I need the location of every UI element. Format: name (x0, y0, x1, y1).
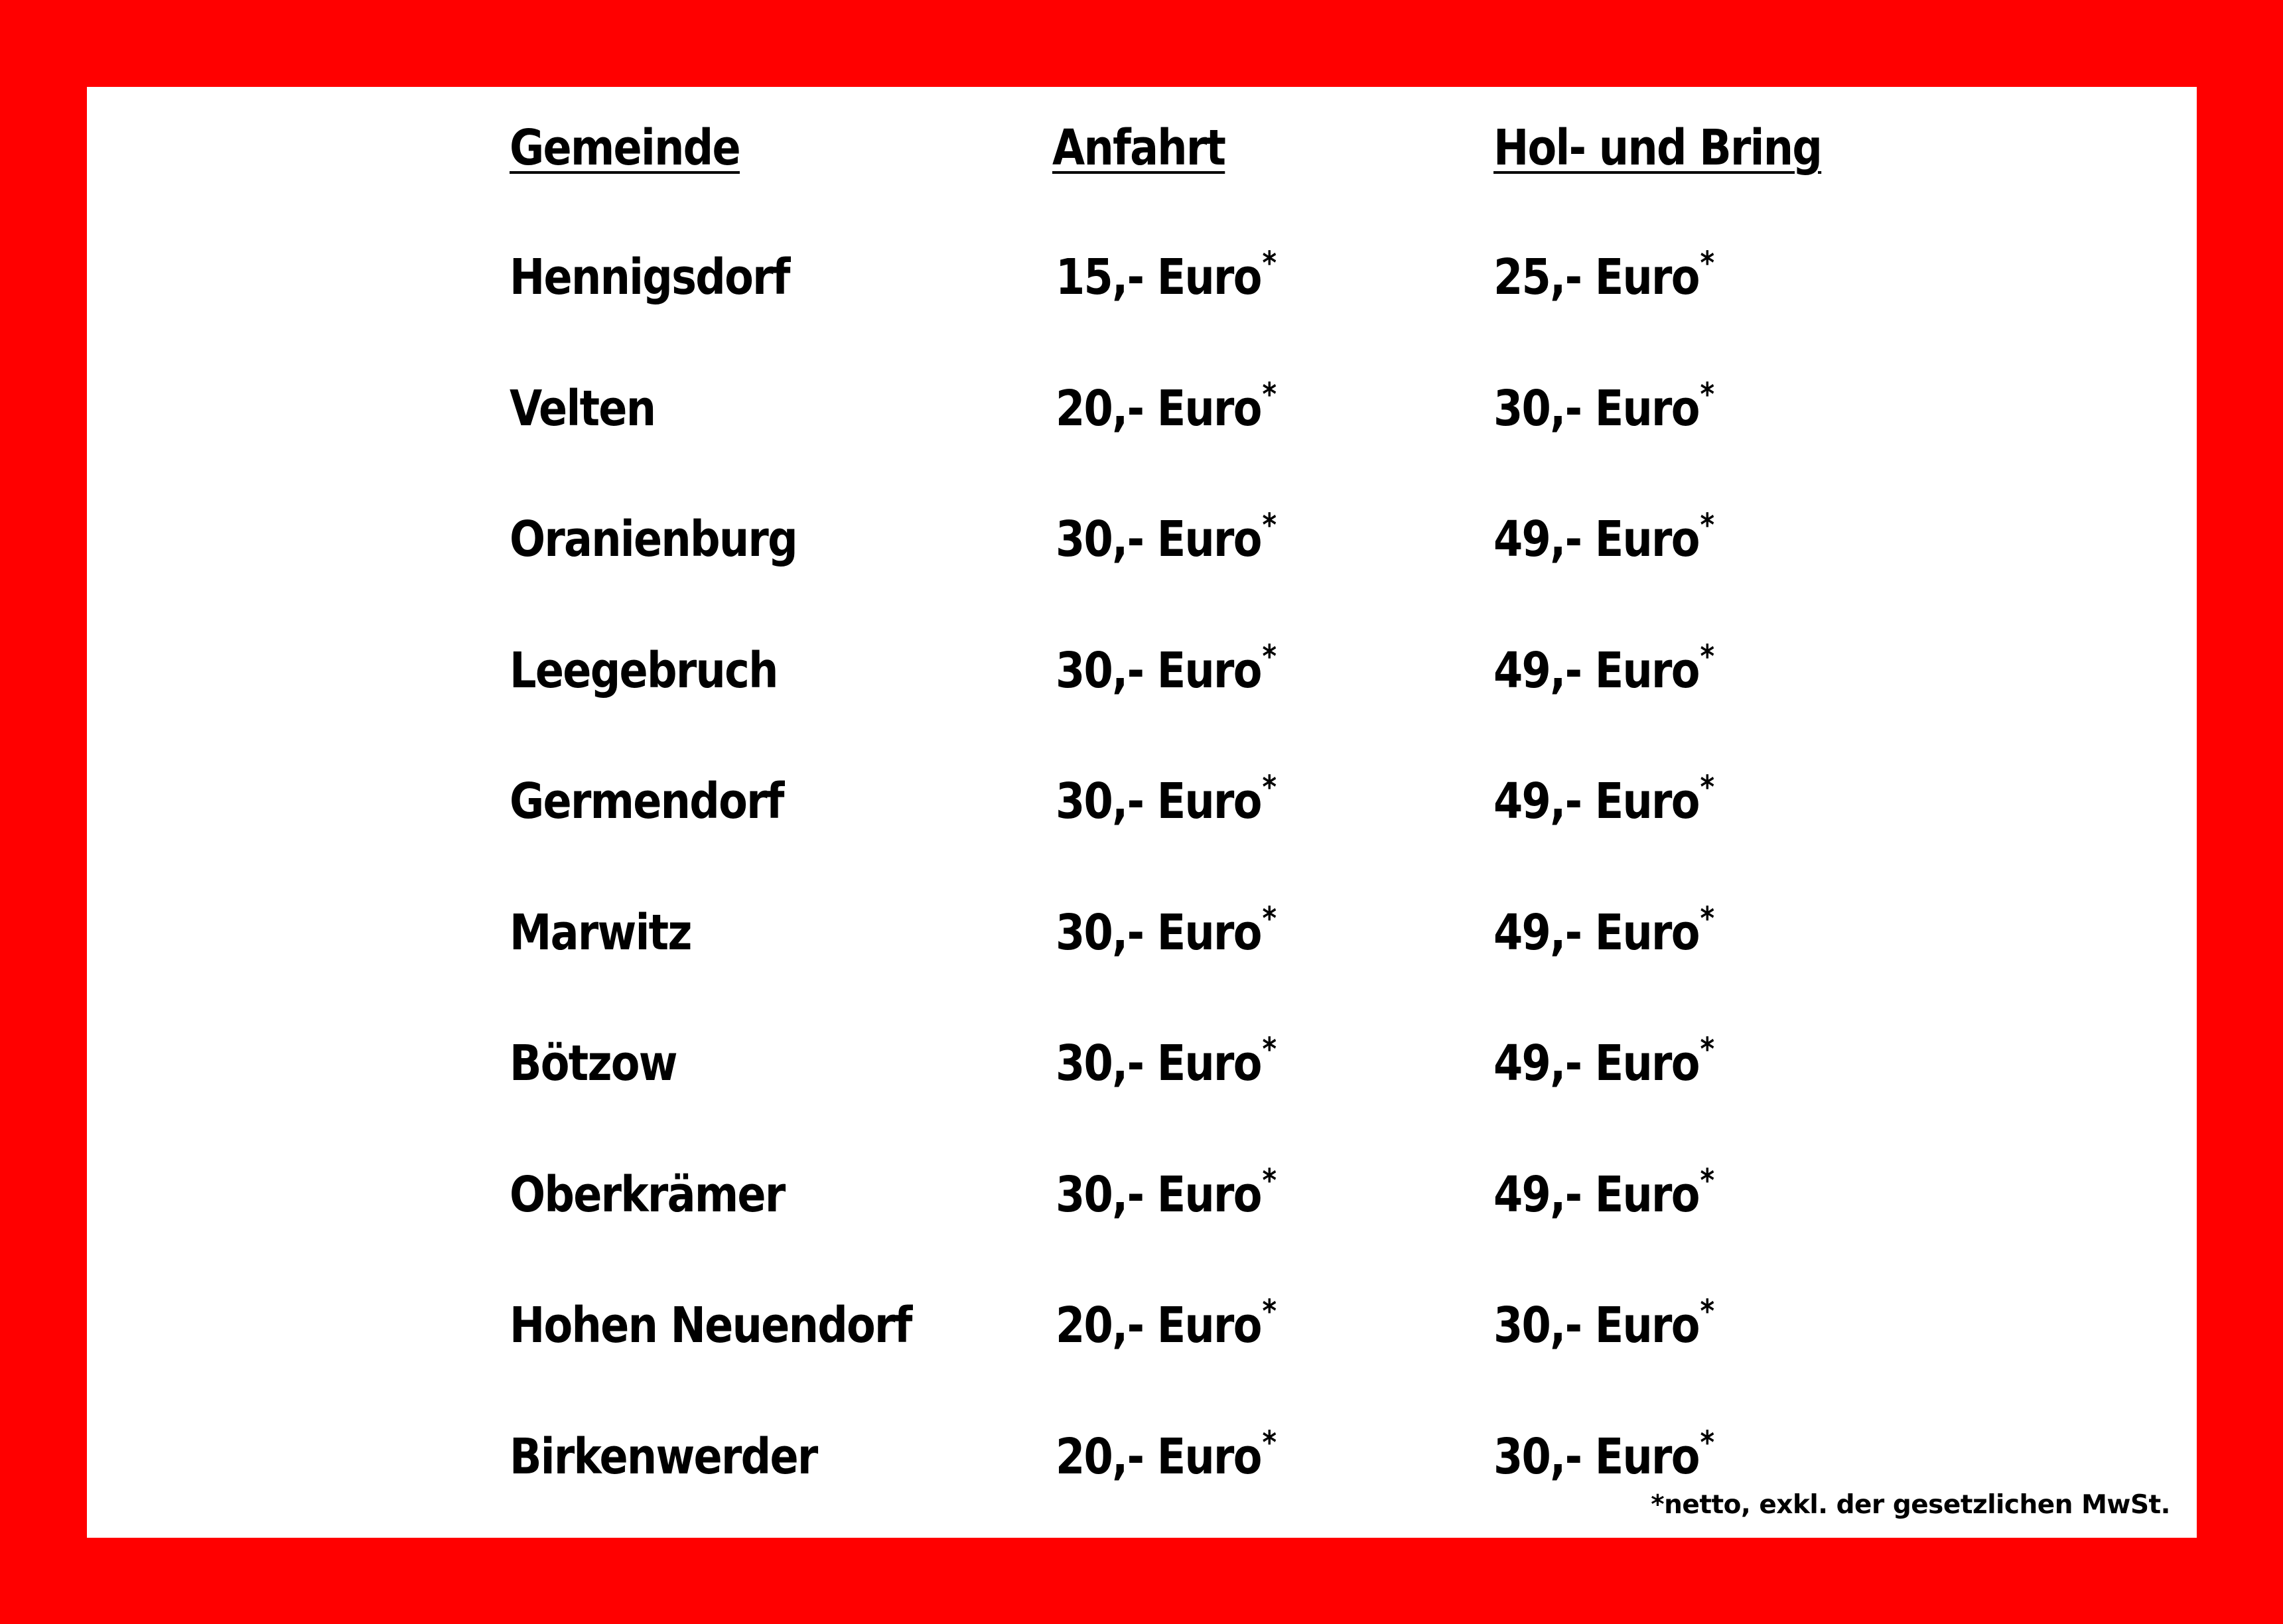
row-hol-und-bring (1493, 1424, 1714, 1485)
footnote-asterisk: * (1700, 245, 1714, 282)
row-anfahrt-text: 30,- Euro (1056, 1166, 1261, 1223)
row-anfahrt-text: 30,- Euro (1056, 1035, 1261, 1092)
row-anfahrt-text: 20,- Euro (1056, 1428, 1261, 1485)
row-gemeinde (510, 249, 790, 306)
row-gemeinde (510, 380, 656, 437)
row-anfahrt-text: 15,- Euro (1056, 249, 1261, 306)
row-gemeinde (510, 1428, 817, 1485)
row-gemeinde (510, 1297, 912, 1354)
row-hol-und-bring-text: 49,- Euro (1493, 642, 1699, 699)
footnote-asterisk: * (1262, 638, 1276, 675)
footnote-asterisk: * (1262, 1293, 1276, 1330)
row-anfahrt (1056, 245, 1276, 306)
row-gemeinde (510, 773, 784, 830)
row-hol-und-bring (1493, 900, 1714, 961)
footnote-asterisk: * (1700, 900, 1714, 937)
row-hol-und-bring-text: 49,- Euro (1493, 904, 1699, 961)
footnote-asterisk: * (1700, 376, 1714, 413)
row-hol-und-bring-text: 25,- Euro (1493, 249, 1699, 306)
row-anfahrt (1056, 638, 1276, 699)
row-gemeinde (510, 1035, 677, 1092)
row-gemeinde-text: Marwitz (510, 904, 691, 961)
row-gemeinde (510, 511, 797, 568)
row-anfahrt (1056, 900, 1276, 961)
footnote-asterisk: * (1262, 769, 1276, 806)
row-hol-und-bring (1493, 1293, 1714, 1354)
footnote-asterisk: * (1262, 376, 1276, 413)
row-hol-und-bring (1493, 638, 1714, 699)
row-gemeinde-text: Hennigsdorf (510, 249, 790, 306)
row-anfahrt-text: 20,- Euro (1056, 1297, 1261, 1354)
footnote-asterisk: * (1700, 507, 1714, 544)
footnote-asterisk: * (1700, 1162, 1714, 1199)
header-gemeinde: Gemeinde (510, 119, 740, 176)
row-hol-und-bring-text: 49,- Euro (1493, 1035, 1699, 1092)
footnote-asterisk: * (1262, 900, 1276, 937)
row-anfahrt (1056, 507, 1276, 568)
row-anfahrt (1056, 1424, 1276, 1485)
footnote-asterisk: * (1262, 1162, 1276, 1199)
row-gemeinde (510, 904, 691, 961)
footnote-asterisk: * (1700, 1031, 1714, 1068)
row-anfahrt (1056, 1293, 1276, 1354)
row-hol-und-bring-text: 49,- Euro (1493, 773, 1699, 830)
footnote-asterisk: * (1262, 245, 1276, 282)
row-hol-und-bring-text: 49,- Euro (1493, 1166, 1699, 1223)
row-gemeinde-text: Leegebruch (510, 642, 778, 699)
row-hol-und-bring (1493, 1031, 1714, 1092)
footnote-asterisk: * (1262, 1031, 1276, 1068)
row-gemeinde-text: Oberkrämer (510, 1166, 785, 1223)
footnote-asterisk: * (1700, 769, 1714, 806)
footnote-asterisk: * (1700, 1424, 1714, 1461)
row-anfahrt-text: 30,- Euro (1056, 642, 1261, 699)
row-anfahrt-text: 30,- Euro (1056, 511, 1261, 568)
row-gemeinde-text: Bötzow (510, 1035, 677, 1092)
row-gemeinde-text: Birkenwerder (510, 1428, 817, 1485)
row-anfahrt-text: 20,- Euro (1056, 380, 1261, 437)
row-hol-und-bring (1493, 376, 1714, 437)
footnote-asterisk: * (1262, 1424, 1276, 1461)
row-gemeinde-text: Germendorf (510, 773, 784, 830)
price-table-panel (87, 87, 2197, 1538)
footnote-asterisk: * (1262, 507, 1276, 544)
row-gemeinde (510, 1166, 785, 1223)
row-anfahrt-text: 30,- Euro (1056, 773, 1261, 830)
header-hol-und-bring: Hol- und Bring (1493, 119, 1822, 176)
footnote-asterisk: * (1700, 638, 1714, 675)
row-gemeinde-text: Hohen Neuendorf (510, 1297, 912, 1354)
row-hol-und-bring-text: 49,- Euro (1493, 511, 1699, 568)
row-hol-und-bring-text: 30,- Euro (1493, 380, 1699, 437)
row-anfahrt (1056, 769, 1276, 830)
row-hol-und-bring (1493, 1162, 1714, 1223)
row-hol-und-bring-text: 30,- Euro (1493, 1297, 1699, 1354)
row-anfahrt (1056, 1162, 1276, 1223)
row-gemeinde-text: Oranienburg (510, 511, 797, 568)
row-anfahrt-text: 30,- Euro (1056, 904, 1261, 961)
footnote: *netto, exkl. der gesetzlichen MwSt. (1651, 1490, 2170, 1520)
row-hol-und-bring-text: 30,- Euro (1493, 1428, 1699, 1485)
row-anfahrt (1056, 376, 1276, 437)
footnote-asterisk: * (1700, 1293, 1714, 1330)
header-anfahrt: Anfahrt (1052, 119, 1225, 176)
row-anfahrt (1056, 1031, 1276, 1092)
row-hol-und-bring (1493, 769, 1714, 830)
row-gemeinde (510, 642, 778, 699)
row-hol-und-bring (1493, 507, 1714, 568)
row-hol-und-bring (1493, 245, 1714, 306)
row-gemeinde-text: Velten (510, 380, 656, 437)
